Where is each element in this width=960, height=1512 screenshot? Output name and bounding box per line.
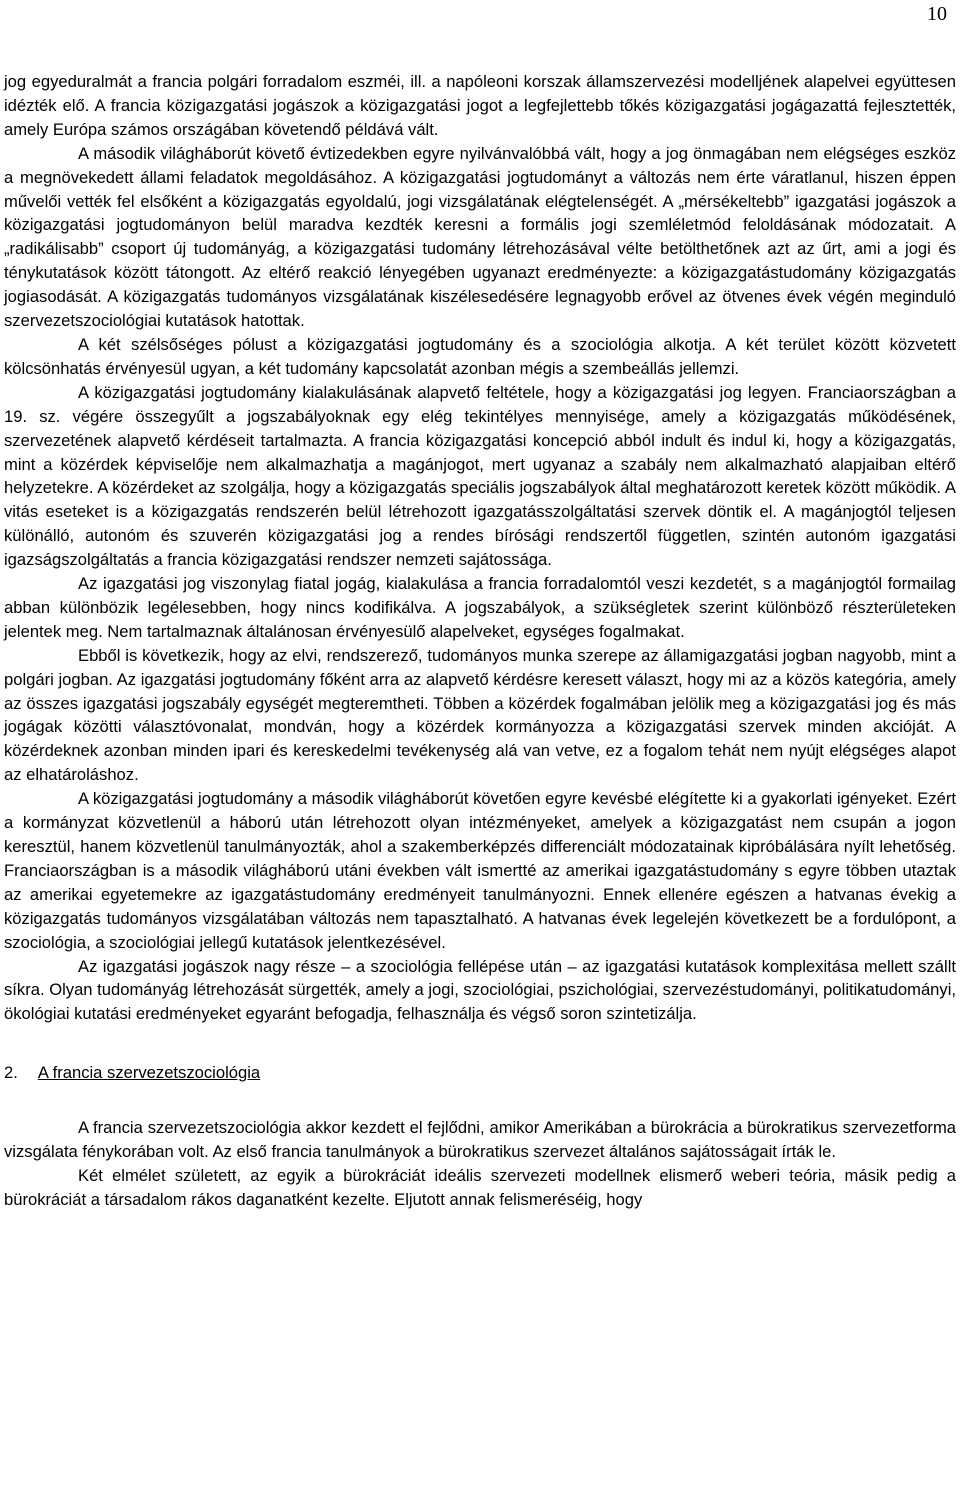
section-number: 2. bbox=[4, 1063, 18, 1083]
paragraph: A francia szervezetszociológia akkor kezdett el fejlődni, amikor Amerikában a bürokrácia a bürokratikus szervezetforma vizsgálata fénykorában volt. Az első francia tanulmányok a bürokratikus szervezet általános sajátosságait írták le. bbox=[4, 1118, 956, 1162]
paragraph: Az igazgatási jogászok nagy része – a szociológia fellépése után – az igazgatási kutatások komplexitása mellett szállt síkra. Olyan tudományág létrehozását sürgették, amely a jogi, szociológiai, pszichológiai, szervezéstudományi, politikatudományi, ökológiai kutatási eredményeket egyaránt befogadja, felhasználja és végső soron szintetizálja. bbox=[4, 956, 956, 1024]
paragraph: Két elmélet született, az egyik a bürokráciát ideális szervezeti modellnek elismerő weberi teória, másik pedig a bürokráciát a társadalom rákos daganatként kezelte. Eljutott annak felismeréséig, hogy bbox=[4, 1165, 956, 1209]
document-body bbox=[4, 70, 956, 1212]
paragraph: jog egyeduralmát a francia polgári forradalom eszméi, ill. a napóleoni korszak államszervezési modelljének alapelvei együttesen idézték elő. A francia közigazgatási jogászok a közigazgatási jogot a legfejlettebb tőkés közigazgatási jogágazattá fejlesztették, amely Európa számos országában követendő példává vált. bbox=[4, 72, 956, 139]
paragraph: A közigazgatási jogtudomány a második világháborút követően egyre kevésbé elégítette ki a gyakorlati igényeket. Ezért a kormányzat közvetlenül a háború után létrehozott olyan intézményeket, amelyek a közigazgatást nem csupán a jogon keresztül, hanem közvetlenül tanulmányozták, ahol a szakemberképzés differenciált módozatainak kipróbálására nyílt lehetőség. Franciaországban is a második világháború utáni években vált ismertté az amerikai igazgatástudomány s egyre többen utaztak az amerikai egyetemekre az igazgatástudomány eredményeit tanulmányozni. Ennek ellenére egészen a hatvanas évekig a közigazgatás tudományos vizsgálatában változás nem tapasztalható. A hatvanas évek legelején következett be a fordulópont, a szociológia, a szociológiai jellegű kutatások jelentkezésével. bbox=[4, 789, 956, 952]
paragraph: Ebből is következik, hogy az elvi, rendszerező, tudományos munka szerepe az államigazgatási jogban nagyobb, mint a polgári jogban. Az igazgatási jogtudomány főként arra az alapvető kérdésre keresett választ, hogy mi az a közös kategória, amely az összes igazgatási jogszabály egységét megteremtheti. Többen a közérdek fogalmában jelölik meg a közigazgatási jog és más jogágak közötti választóvonalat, mondván, hogy a közérdek kormányozza a közigazgatási szervek minden akcióját. A közérdeknek azonban minden ipari és kereskedelmi tevékenység alá van vetve, ez a fogalom tehát nem nyújt elégséges alapot az elhatároláshoz. bbox=[4, 645, 956, 785]
section-heading bbox=[4, 1061, 956, 1085]
paragraph: A két szélsőséges pólust a közigazgatási jogtudomány és a szociológia alkotja. A két terület között közvetett kölcsönhatás érvényesül ugyan, a két tudomány kapcsolatát azonban mégis a szembeállás jellemzi. bbox=[4, 334, 956, 378]
section-title: A francia szervezetszociológia bbox=[37, 1063, 261, 1083]
paragraph: Az igazgatási jog viszonylag fiatal jogág, kialakulása a francia forradalomtól veszi kezdetét, s a magánjogtól formailag abban különbözik legélesebben, hogy nincs kodifikálva. A jogszabályok, a szükségletek szerint különböző részterületeken jelentek meg. Nem tartalmaznak általánosan érvényesülő alapelveket, egységes fogalmakat. bbox=[4, 574, 956, 641]
paragraph: A közigazgatási jogtudomány kialakulásának alapvető feltétele, hogy a közigazgatási jog legyen. Franciaországban a 19. sz. végére összegyűlt a jogszabályoknak egy elég tekintélyes mennyisége, amely a közigazgatás működésének, szervezetének alapvető kérdéseit tartalmazta. A francia közigazgatási koncepció abból indult és indul ki, hogy a közigazgatás, mint a közérdek képviselője nem alkalmazhatja a magánjogot, mert ugyanaz a szabály nem alkalmazható alapjaiban eltérő helyzetekre. A közérdeket az szolgálja, hogy a közigazgatás speciális jogszabályok által meghatározott keretek között működik. A vitás eseteket is a közigazgatás rendszerén belül létrehozott igazgatásszolgáltatási szervek döntik el. A magánjogtól teljesen különálló, autonóm és szuverén közigazgatási jog a rendes bírósági rendszertől független, szintén autonóm igazgatási igazságszolgáltatás a francia közigazgatási rendszer nemzeti sajátossága. bbox=[4, 382, 956, 570]
page-number: 10 bbox=[927, 3, 947, 25]
paragraph: A második világháborút követő évtizedekben egyre nyilvánvalóbbá vált, hogy a jog önmagában nem elégséges eszköz a megnövekedett állami feladatok megoldásához. A közigazgatási jogtudományt a változás nem érte váratlanul, hiszen éppen művelői vették fel elsőként a közigazgatás egyoldalú, jogi vizsgálatának elégtelenségét. A „mérsékeltebb” igazgatási jogászok a közigazgatási jogtudományon belül maradva kezdték keresni a formális jogi szemléletmód feloldásának módozatait. A „radikálisabb” csoport új tudományág, a közigazgatási tudomány létrehozásával vélte betölthetőnek azt az űrt, ami a jogi és ténykutatások között tátongott. Az eltérő reakció lényegében ugyanazt eredményezte: a közigazgatástudomány közigazgatás jogiasodását. A közigazgatás tudományos vizsgálatának kiszélesedésére legnagyobb erővel az ötvenes évek végén meginduló szervezetszociológiai kutatások hatottak. bbox=[4, 143, 956, 331]
